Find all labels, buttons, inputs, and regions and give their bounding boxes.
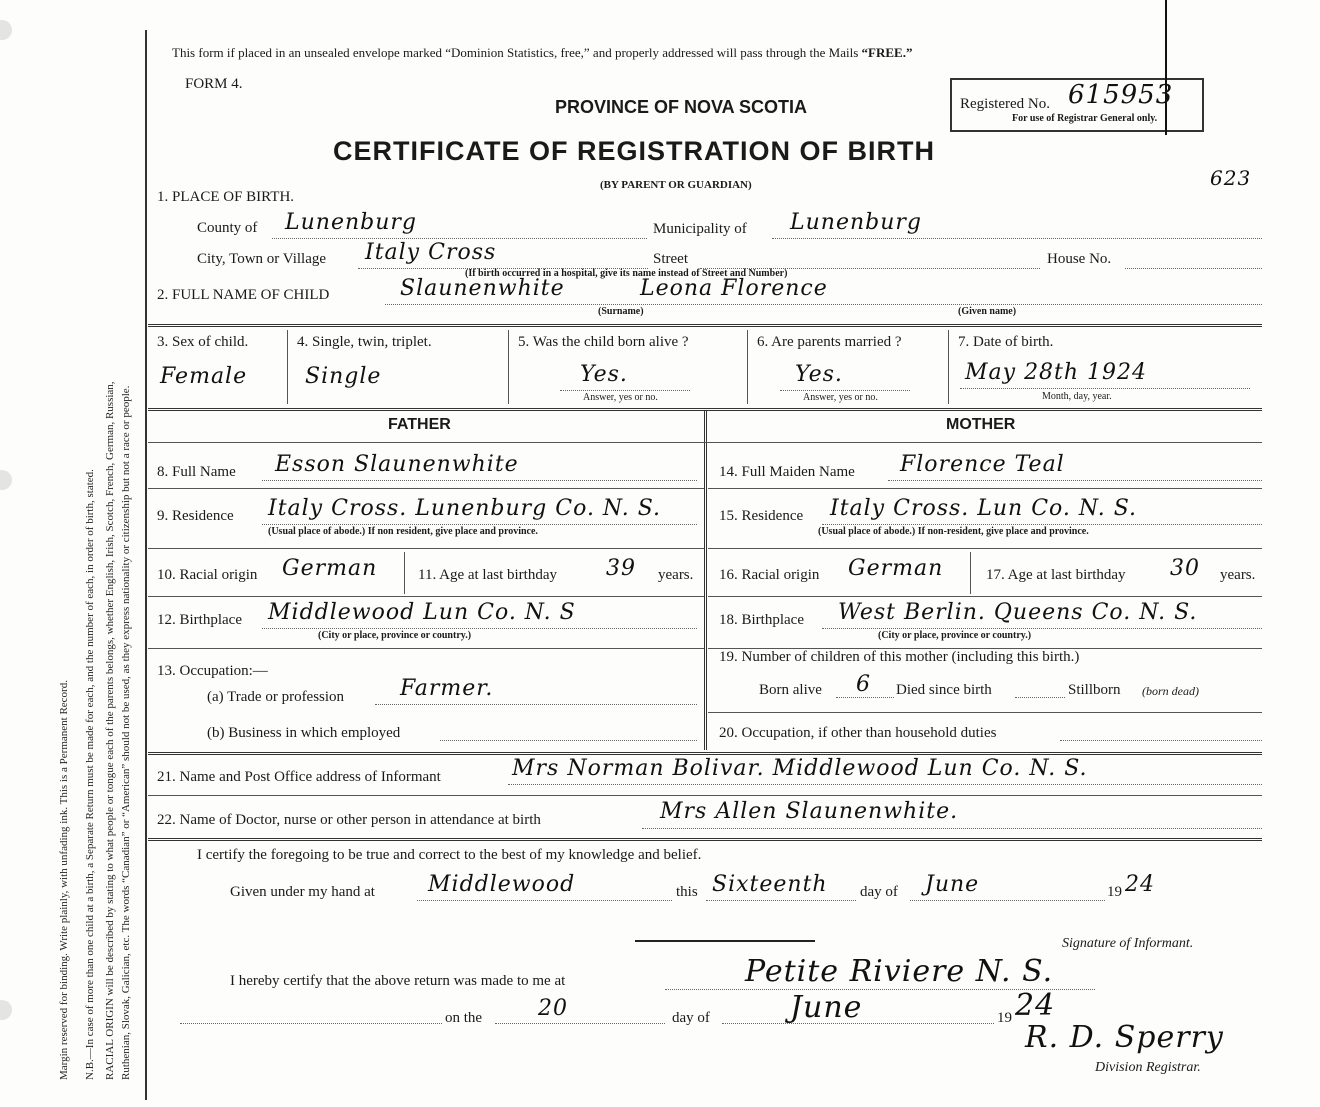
binding-hole: [0, 1000, 12, 1020]
city-value: Italy Cross: [365, 240, 497, 265]
mother-birthplace-value: West Berlin. Queens Co. N. S.: [838, 600, 1198, 625]
this-label: this: [676, 884, 698, 900]
registered-value: 615953: [1068, 80, 1174, 110]
attendant-value: Mrs Allen Slaunenwhite.: [660, 799, 959, 824]
province-heading: PROVINCE OF NOVA SCOTIA: [555, 97, 808, 117]
mother-birthplace-caption: (City or place, province or country.): [878, 630, 1032, 641]
side-note-binding: Margin reserved for binding. Write plainly, with unfading ink. This is a Permanent Record.: [58, 680, 70, 1080]
street-label: Street: [653, 251, 688, 267]
mother-birthplace-label: 18. Birthplace: [719, 612, 804, 628]
father-occupation-label: 13. Occupation:—: [157, 663, 268, 679]
informant-label: 21. Name and Post Office address of Informant: [157, 769, 441, 785]
registrar-signature: R. D. Sperry: [1025, 1020, 1224, 1055]
alive-label: 5. Was the child born alive ?: [518, 334, 689, 350]
mother-children-label: 19. Number of children of this mother (including this birth.): [719, 649, 1080, 665]
mother-race-label: 16. Racial origin: [719, 567, 820, 583]
stillborn-caption: (born dead): [1142, 684, 1199, 698]
dob-caption: Month, day, year.: [1042, 391, 1112, 402]
registrar-day-value: 20: [538, 996, 568, 1021]
given-place-value: Middlewood: [428, 872, 576, 897]
county-value: Lunenburg: [285, 210, 417, 235]
father-race-value: German: [282, 556, 378, 581]
father-birthplace-caption: (City or place, province or country.): [318, 630, 472, 641]
father-name-label: 8. Full Name: [157, 464, 236, 480]
side-note-nb: N.B.—In case of more than one child at a birth, a Separate Return must be made for each, and the number of each, in order of birth, stated.: [84, 469, 96, 1080]
given-name-caption: (Given name): [958, 306, 1017, 317]
mother-name-value: Florence Teal: [900, 452, 1065, 477]
mother-age-label: 17. Age at last birthday: [986, 567, 1126, 583]
municipality-label: Municipality of: [653, 221, 747, 237]
father-age-unit: years.: [658, 567, 694, 583]
father-business-label: (b) Business in which employed: [207, 725, 401, 741]
father-name-value: Esson Slaunenwhite: [275, 452, 519, 477]
father-trade-label: (a) Trade or profession: [207, 689, 345, 705]
given-label: Given under my hand at: [230, 884, 375, 900]
top-notice: This form if placed in an unsealed envelope marked “Dominion Statistics, free,” and properly addressed will pass through the Mails “FREE.”: [172, 45, 913, 60]
mother-residence-label: 15. Residence: [719, 508, 804, 524]
mother-age-unit: years.: [1220, 567, 1256, 583]
father-race-label: 10. Racial origin: [157, 567, 258, 583]
father-residence-label: 9. Residence: [157, 508, 234, 524]
division-registrar-caption: Division Registrar.: [1095, 1060, 1201, 1075]
certify-year-prefix: 19: [1107, 884, 1122, 900]
father-birthplace-value: Middlewood Lun Co. N. S: [268, 600, 576, 625]
registrar-use-note: For use of Registrar General only.: [1012, 113, 1158, 124]
page-subtitle: (BY PARENT OR GUARDIAN): [600, 179, 752, 191]
binding-hole: [0, 470, 12, 490]
registrar-year-value: 24: [1015, 988, 1056, 1023]
registrar-place-value: Petite Riviere N. S.: [745, 954, 1054, 989]
certify-year-value: 24: [1125, 872, 1155, 897]
father-residence-value: Italy Cross. Lunenburg Co. N. S.: [268, 496, 662, 521]
mother-race-value: German: [848, 556, 944, 581]
alive-value: Yes.: [580, 362, 628, 387]
certify-month-value: June: [925, 872, 980, 897]
dob-value: May 28th 1924: [965, 360, 1148, 385]
registrar-statement: I hereby certify that the above return was made to me at: [230, 973, 566, 989]
form-number: FORM 4.: [185, 76, 243, 92]
place-of-birth-label: 1. PLACE OF BIRTH.: [157, 189, 295, 205]
married-value: Yes.: [795, 362, 843, 387]
mother-header: MOTHER: [946, 416, 1016, 433]
registered-stroke: [1165, 0, 1167, 135]
married-caption: Answer, yes or no.: [803, 392, 878, 403]
side-note-racial-2: Ruthenian, Slovak, Galician, etc. The words “Canadian” or “American” should not be used, as they express nationality or citizenship but not a race or people.: [120, 385, 132, 1080]
dob-label: 7. Date of birth.: [958, 334, 1054, 350]
born-alive-label: Born alive: [759, 682, 822, 698]
surname-caption: (Surname): [598, 306, 644, 317]
child-given-value: Leona Florence: [640, 276, 828, 301]
free-label: “FREE.”: [861, 45, 913, 60]
house-label: House No.: [1047, 251, 1112, 267]
binding-hole: [0, 20, 12, 40]
mother-age-value: 30: [1170, 556, 1200, 581]
registrar-day-of-label: day of: [672, 1010, 710, 1026]
registrar-on-label: on the: [445, 1010, 483, 1026]
born-alive-value: 6: [856, 672, 871, 697]
married-label: 6. Are parents married ?: [757, 334, 902, 350]
attendant-label: 22. Name of Doctor, nurse or other person in attendance at birth: [157, 812, 541, 828]
sex-value: Female: [160, 364, 248, 389]
stillborn-label: Stillborn: [1068, 682, 1121, 698]
mother-residence-value: Italy Cross. Lun Co. N. S.: [830, 496, 1137, 521]
sex-label: 3. Sex of child.: [157, 334, 249, 350]
multiple-value: Single: [305, 364, 382, 389]
page-title: CERTIFICATE OF REGISTRATION OF BIRTH: [333, 136, 935, 166]
certify-day-of-label: day of: [860, 884, 898, 900]
certify-statement: I certify the foregoing to be true and correct to the best of my knowledge and belief.: [197, 847, 702, 863]
hospital-note: (If birth occurred in a hospital, give its name instead of Street and Number): [465, 268, 788, 279]
registrar-month-value: June: [790, 990, 863, 1025]
county-label: County of: [197, 220, 258, 236]
died-label: Died since birth: [896, 682, 992, 698]
father-age-value: 39: [606, 556, 636, 581]
mother-occupation-label: 20. Occupation, if other than household duties: [719, 725, 997, 741]
certify-day-value: Sixteenth: [712, 872, 828, 897]
city-label: City, Town or Village: [197, 251, 327, 267]
corner-number: 623: [1210, 166, 1252, 190]
form-left-border: [145, 30, 147, 1100]
mother-residence-caption: (Usual place of abode.) If non-resident, give place and province.: [818, 526, 1089, 537]
father-residence-caption: (Usual place of abode.) If non resident, give place and province.: [268, 526, 538, 537]
parents-divider: [704, 410, 707, 750]
child-surname-value: Slaunenwhite: [400, 276, 565, 301]
mother-name-label: 14. Full Maiden Name: [719, 464, 855, 480]
side-note-racial-1: RACIAL ORIGIN will be described by stating to what people or tongue each of the parents belongs, whether English, Irish, Scotch, French, German, Russian,: [104, 381, 116, 1080]
informant-signature-caption: Signature of Informant.: [1062, 936, 1194, 951]
child-name-label: 2. FULL NAME OF CHILD: [157, 287, 330, 303]
father-header: FATHER: [388, 416, 451, 433]
father-trade-value: Farmer.: [400, 676, 494, 701]
father-age-label: 11. Age at last birthday: [418, 567, 557, 583]
informant-value: Mrs Norman Bolivar. Middlewood Lun Co. N. S.: [512, 756, 1088, 781]
informant-signature-line: [635, 940, 815, 942]
father-birthplace-label: 12. Birthplace: [157, 612, 242, 628]
multiple-label: 4. Single, twin, triplet.: [297, 334, 432, 350]
registered-label: Registered No.: [960, 96, 1050, 112]
municipality-value: Lunenburg: [790, 210, 922, 235]
alive-caption: Answer, yes or no.: [583, 392, 658, 403]
registrar-year-prefix: 19: [997, 1010, 1012, 1026]
